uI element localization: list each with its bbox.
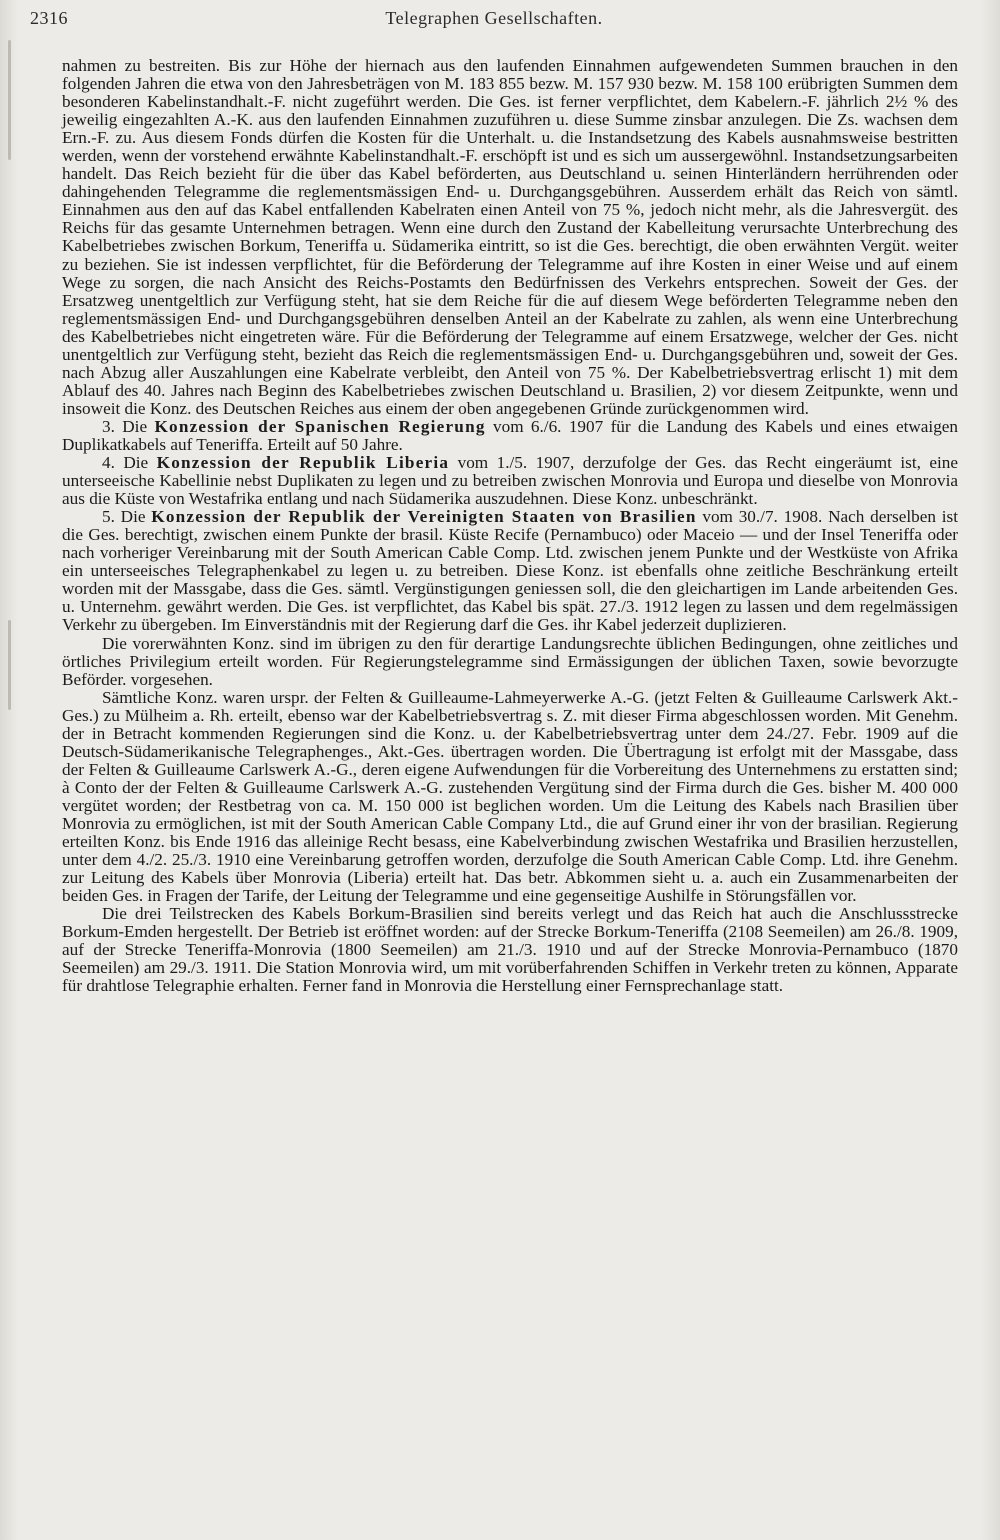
paragraph: Die vorerwähnten Konz. sind im übrigen zu den für derartige Landungsrechte üblichen Bedingungen, ohne zeitliches und örtliches Privilegium erteilt worden. Für Regierungstelegramme sind Ermässigungen der üblichen Taxen, sowie bevorzugte Beförder. vorgesehen.: [62, 633, 958, 689]
scan-edge-mark: [8, 40, 11, 160]
header-title: Telegraphen Gesellschaften.: [385, 8, 603, 28]
item-text: vom 6./6. 1907 für die Landung des Kabels und eines etwaigen Duplikatkabels auf Teneriffa. Erteilt auf 50 Jahre.: [62, 416, 959, 454]
scan-edge-mark: [8, 620, 11, 710]
paragraph: Die drei Teilstrecken des Kabels Borkum-Brasilien sind bereits verlegt und das Reich hat auch die Anschlussstrecke Borkum-Emden hergestellt. Der Betrieb ist eröffnet worden: auf der Strecke Borkum-Teneriffa (2108 Seemeilen) am 26./8. 1909, auf der Strecke Teneriffa-Monrovia (1800 Seemeilen) am 21./3. 1910 und auf der Strecke Monrovia-Pernambuco (1870 Seemeilen) am 29./3. 1911. Die Station Monrovia wird, um mit vorüberfahrenden Schiffen in Verkehr treten zu können, Apparate für drahtlose Telegraphie erhalten. Ferner fand in Monrovia die Herstellung einer Fernsprechanlage statt.: [62, 904, 958, 996]
concession-heading: Konzession der Spanischen Regierung: [154, 416, 486, 436]
running-header: [30, 8, 958, 32]
page-number: 2316: [30, 8, 68, 28]
item-prefix: 3. Die: [102, 416, 148, 436]
concession-heading: Konzession der Republik der Vereinigten Staaten von Brasilien: [151, 507, 697, 527]
concession-item-brazil: [62, 508, 958, 634]
paragraph: nahmen zu bestreiten. Bis zur Höhe der hiernach aus den laufenden Einnahmen aufgewendeten Summen brauchen in den folgenden Jahren die etwa von den Jahresbeträgen von M. 183 855 bezw. M. 157 930 bezw. M. 158 100 erübrigten Summen dem besonderen Kabelinstandhalt.-F. nicht zugeführt werden. Die Ges. ist ferner verpflichtet, dem Kabelern.-F. jährlich 2½ % des jeweilig eingezahlten A.-K. aus den laufenden Einnahmen zuzuführen u. diese Summe zinsbar anzulegen. Die Zs. wachsen dem Ern.-F. zu. Aus diesem Fonds dürfen die Kosten für die Unterhalt. u. die Instandsetzung des Kabels ausnahmsweise bestritten werden, wenn der vorstehend erwähnte Kabelinstandhalt.-F. erschöpft ist und es sich um aussergewöhnl. Instandsetzungsarbeiten handelt. Das Reich bezieht für die über das Kabel beförderten, aus Deutschland u. seinen Hinterländern herrührenden oder dahingehenden Telegramme die reglementsmässigen End- u. Durchgangsgebühren. Ausserdem erhält das Reich von sämtl. Einnahmen aus den auf das Kabel entfallenden Kabelraten einen Anteil von 75 %, jedoch nicht mehr, als die Jahresvergüt. des Reichs für das gesamte Unternehmen betragen. Wenn eine durch den Zustand der Kabelleitung verursachte Unterbrechung des Kabelbetriebes zwischen Borkum, Teneriffa u. Südamerika eintritt, so ist die Ges. berechtigt, die oben erwähnten Vergüt. weiter zu beziehen. Sie ist indessen verpflichtet, für die Beförderung der Telegramme auf ihre Kosten in einer Weise und auf einem Wege zu sorgen, die nach Ansicht des Reichs-Postamts den Bedürfnissen des Verkehrs entsprechen. Soweit der Ges. der Ersatzweg unentgeltlich zur Verfügung steht, hat sie dem Reiche für die auf diesem Wege beförderten Telegramme neben den reglementsmässigen End- und Durchgangsgebühren denselben Anteil an der Kabelrate zu zahlen, als wenn eine Unterbrechung des Kabelbetriebes nicht eingetreten wäre. Für die Beförderung der Telegramme auf einem Ersatzwege, welcher der Ges. nicht unentgeltlich zur Verfügung steht, bezieht das Reich die reglementsmässigen End- u. Durchgangsgebühren und, soweit der Ges. nach Abzug aller Auszahlungen eine Kabelrate verbleibt, den Anteil von 75 %. Der Kabelbetriebsvertrag erlischt 1) mit dem Ablauf des 40. Jahres nach Beginn des Kabelbetriebes zwischen Deutschland u. Brasilien, 2) vor diesem Zeitpunkte, wenn und insoweit die Konz. des Deutschen Reiches aus einem der oben angegebenen Gründe zurückgenommen wird.: [62, 56, 958, 418]
item-text: vom 1./5. 1907, derzufolge der Ges. das Recht eingeräumt ist, eine unterseeische Kabellinie nebst Duplikaten zu legen und zu betreiben zwischen Monrovia und Europa und dieselbe von Monrovia aus die Küste von Westafrika entlang und nach Südamerika auszudehnen. Diese Konz. unbeschränkt.: [62, 453, 959, 509]
concession-item-spain: [62, 418, 958, 454]
paragraph: Sämtliche Konz. waren urspr. der Felten & Guilleaume-Lahmeyerwerke A.-G. (jetzt Felten & Guilleaume Carlswerk Akt.-Ges.) zu Mülheim a. Rh. erteilt, ebenso war der Kabelbetriebsvertrag s. Z. mit dieser Firma abgeschlossen worden. Mit Genehm. der in Betracht kommenden Regierungen sind die Konz. u. der Kabelbetriebsvertrag unter dem 24./27. Febr. 1909 auf die Deutsch-Südamerikanische Telegraphenges., Akt.-Ges. übertragen worden. Die Übertragung ist erfolgt mit der Massgabe, dass der Felten & Guilleaume Carlswerk A.-G., deren eigene Aufwendungen für die Vorbereitung des Unternehmens zu erstatten sind; à Conto der der Felten & Guilleaume Carlswerk A.-G. zustehenden Vergütung sind der Firma durch die Ges. bisher M. 400 000 vergütet worden; der Restbetrag von ca. M. 150 000 ist beglichen worden. Um die Leitung des Kabels nach Brasilien über Monrovia zu ermöglichen, ist mit der South American Cable Company Ltd., die auf Grund einer ihr von der brasilian. Regierung erteilten Konz. bis Ende 1916 das alleinige Recht besass, eine Kabelverbindung zwischen Westafrika und Brasilien herzustellen, unter dem 4./2. 25./3. 1910 eine Vereinbarung getroffen worden, derzufolge die South American Cable Comp. Ltd. ihre Genehm. zur Leitung des Kabels über Monrovia (Liberia) erteilt hat. Das betr. Abkommen sieht u. a. auch ein Zusammenarbeiten der beiden Ges. in Fragen der Tarife, der Leitung der Telegramme und eine gegenseitige Aushilfe in Störungsfällen vor.: [62, 687, 958, 906]
item-prefix: 5. Die: [102, 507, 146, 527]
item-prefix: 4. Die: [102, 453, 149, 473]
item-text: vom 30./7. 1908. Nach derselben ist die Ges. berechtigt, zwischen einem Punkte der brasil. Küste Recife (Pernambuco) oder Maceio — und der Insel Teneriffa oder nach vorheriger Vereinbarung mit der South American Cable Comp. Ltd. zwischen jenem Punkte und der Westküste von Afrika ein unterseeisches Telegraphenkabel zu legen u. zu betreiben. Diese Konz. ist ebenfalls ohne zeitliche Beschränkung erteilt worden mit der Massgabe, dass die Ges. sämtl. Vergünstigungen geniessen soll, die den gleichartigen im Lande arbeitenden Ges. u. Unternehm. gewährt werden. Die Ges. ist verpflichtet, das Kabel bis spät. 27./3. 1912 legen zu lassen und dem regelmässigen Verkehr zu übergeben. Im Einverständnis mit der Regierung darf die Ges. ihr Kabel jederzeit duplizieren.: [62, 507, 958, 635]
body-text: [62, 57, 958, 995]
concession-item-liberia: [62, 454, 958, 508]
concession-heading: Konzession der Republik Liberia: [156, 453, 450, 473]
